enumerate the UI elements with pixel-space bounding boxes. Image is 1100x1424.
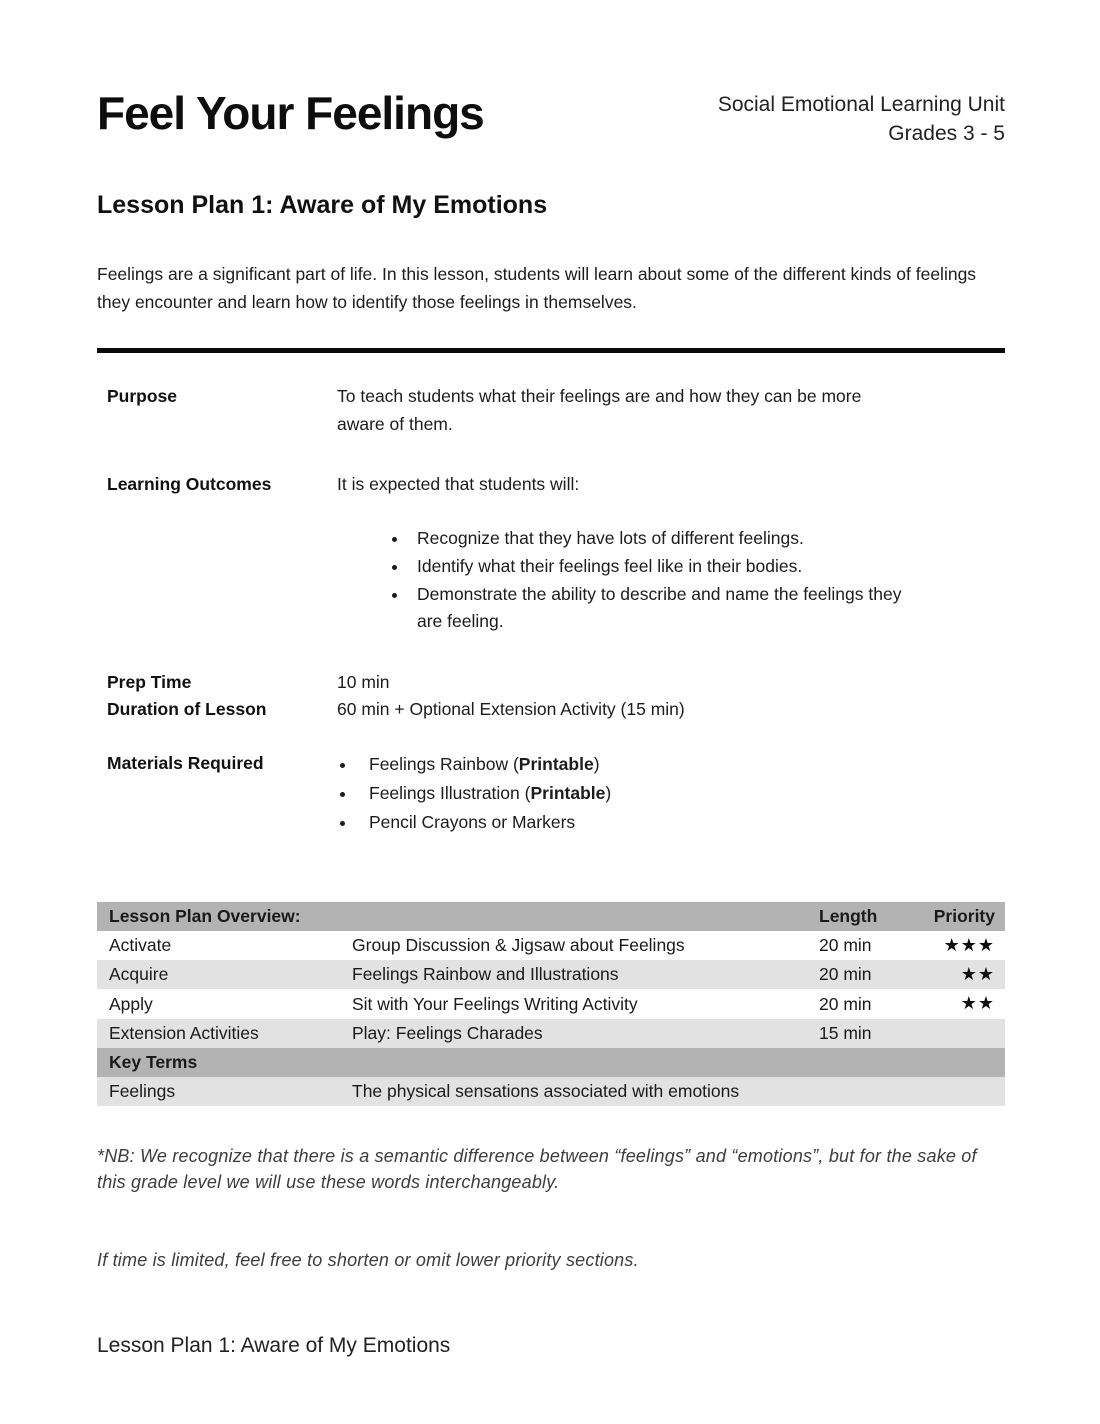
materials-row (97, 750, 1005, 838)
activity-name: Acquire (109, 964, 169, 985)
unit-grades: Grades 3 - 5 (888, 122, 1005, 146)
outcomes-intro: It is expected that students will: (337, 473, 580, 494)
table-row (97, 960, 1005, 989)
overview-title: Lesson Plan Overview: (109, 905, 301, 926)
nb-note: *NB: We recognize that there is a semantic difference between “feelings” and “emotions”, but for the sake of this grade level we will use these words interchangeably. (97, 1145, 977, 1192)
purpose-text: To teach students what their feelings are and how they can be more aware of them. (337, 386, 862, 434)
priority-stars: ★★ (960, 964, 995, 985)
learning-outcomes-row (97, 471, 1005, 637)
unit-name: Social Emotional Learning Unit (717, 93, 1005, 116)
material-item (357, 808, 1005, 836)
material-item (357, 779, 1005, 807)
key-terms-header-row (97, 1048, 1005, 1077)
table-row (97, 1019, 1005, 1048)
outcome-item: • Identify what their feelings feel like in their bodies. (409, 553, 909, 580)
prep-time-row (97, 669, 1005, 696)
priority-stars: ★★ (960, 993, 995, 1014)
key-term-row (97, 1077, 1005, 1106)
activity-name: Activate (109, 934, 172, 955)
lesson-details (97, 383, 1005, 837)
length-column-header: Length (819, 905, 878, 926)
material-item (357, 750, 1005, 778)
activity-description: Play: Feelings Charades (352, 1022, 543, 1043)
material-text: ) (605, 782, 612, 803)
priority-note: If time is limited, feel free to shorten or omit lower priority sections. (97, 1249, 639, 1270)
document-title: Feel Your Feelings (97, 87, 484, 139)
table-header-row (97, 902, 1005, 931)
activity-name: Extension Activities (109, 1022, 259, 1043)
materials-label: Materials Required (107, 752, 264, 773)
lesson-intro: Feelings are a significant part of life. In this lesson, students will learn about some of the different kinds of feelings they encounter and learn how to identify those feelings in themselves. (97, 263, 977, 313)
purpose-row (97, 383, 1005, 437)
learning-outcomes-label: Learning Outcomes (107, 473, 272, 494)
activity-length: 20 min (819, 993, 872, 1014)
material-text: Feelings Rainbow ( (369, 753, 519, 774)
term-name: Feelings (109, 1080, 176, 1101)
key-terms-label: Key Terms (109, 1051, 198, 1072)
priority-stars: ★★★ (943, 934, 995, 955)
table-row (97, 989, 1005, 1018)
prep-time-label: Prep Time (107, 672, 192, 693)
duration-value: 60 min + Optional Extension Activity (15 min) (337, 699, 685, 720)
activity-length: 15 min (819, 1022, 872, 1043)
page-header (97, 88, 1005, 149)
priority-stars (895, 1030, 1005, 1036)
activity-name: Apply (109, 993, 153, 1014)
prep-time-value: 10 min (337, 672, 390, 693)
material-text: Feelings Illustration ( (369, 782, 531, 803)
term-definition: The physical sensations associated with emotions (352, 1080, 740, 1101)
material-text: ) (593, 753, 600, 774)
lesson-heading: Lesson Plan 1: Aware of My Emotions (97, 190, 548, 219)
lesson-plan-overview-table (97, 902, 1005, 1106)
outcome-item: • Demonstrate the ability to describe and name the feelings they are feeling. (409, 581, 909, 635)
activity-description: Feelings Rainbow and Illustrations (352, 964, 619, 985)
priority-column-header: Priority (933, 905, 995, 926)
purpose-label: Purpose (107, 386, 178, 407)
section-divider (97, 348, 1005, 353)
activity-length: 20 min (819, 934, 872, 955)
unit-info (718, 88, 1005, 149)
material-text: Pencil Crayons or Markers (369, 812, 576, 833)
materials-content (337, 750, 1005, 838)
duration-row (97, 696, 1005, 723)
activity-description: Group Discussion & Jigsaw about Feelings (352, 934, 685, 955)
activity-length: 20 min (819, 964, 872, 985)
activity-description: Sit with Your Feelings Writing Activity (352, 993, 638, 1014)
material-bold-text: Printable (518, 753, 594, 774)
learning-outcomes-content (337, 471, 1005, 637)
outcomes-list (337, 525, 1005, 636)
materials-list (337, 750, 1005, 837)
table-row (97, 931, 1005, 960)
page-footer: Lesson Plan 1: Aware of My Emotions (97, 1334, 451, 1357)
material-bold-text: Printable (530, 782, 606, 803)
outcome-item: • Recognize that they have lots of different feelings. (409, 525, 909, 552)
duration-label: Duration of Lesson (107, 699, 267, 720)
